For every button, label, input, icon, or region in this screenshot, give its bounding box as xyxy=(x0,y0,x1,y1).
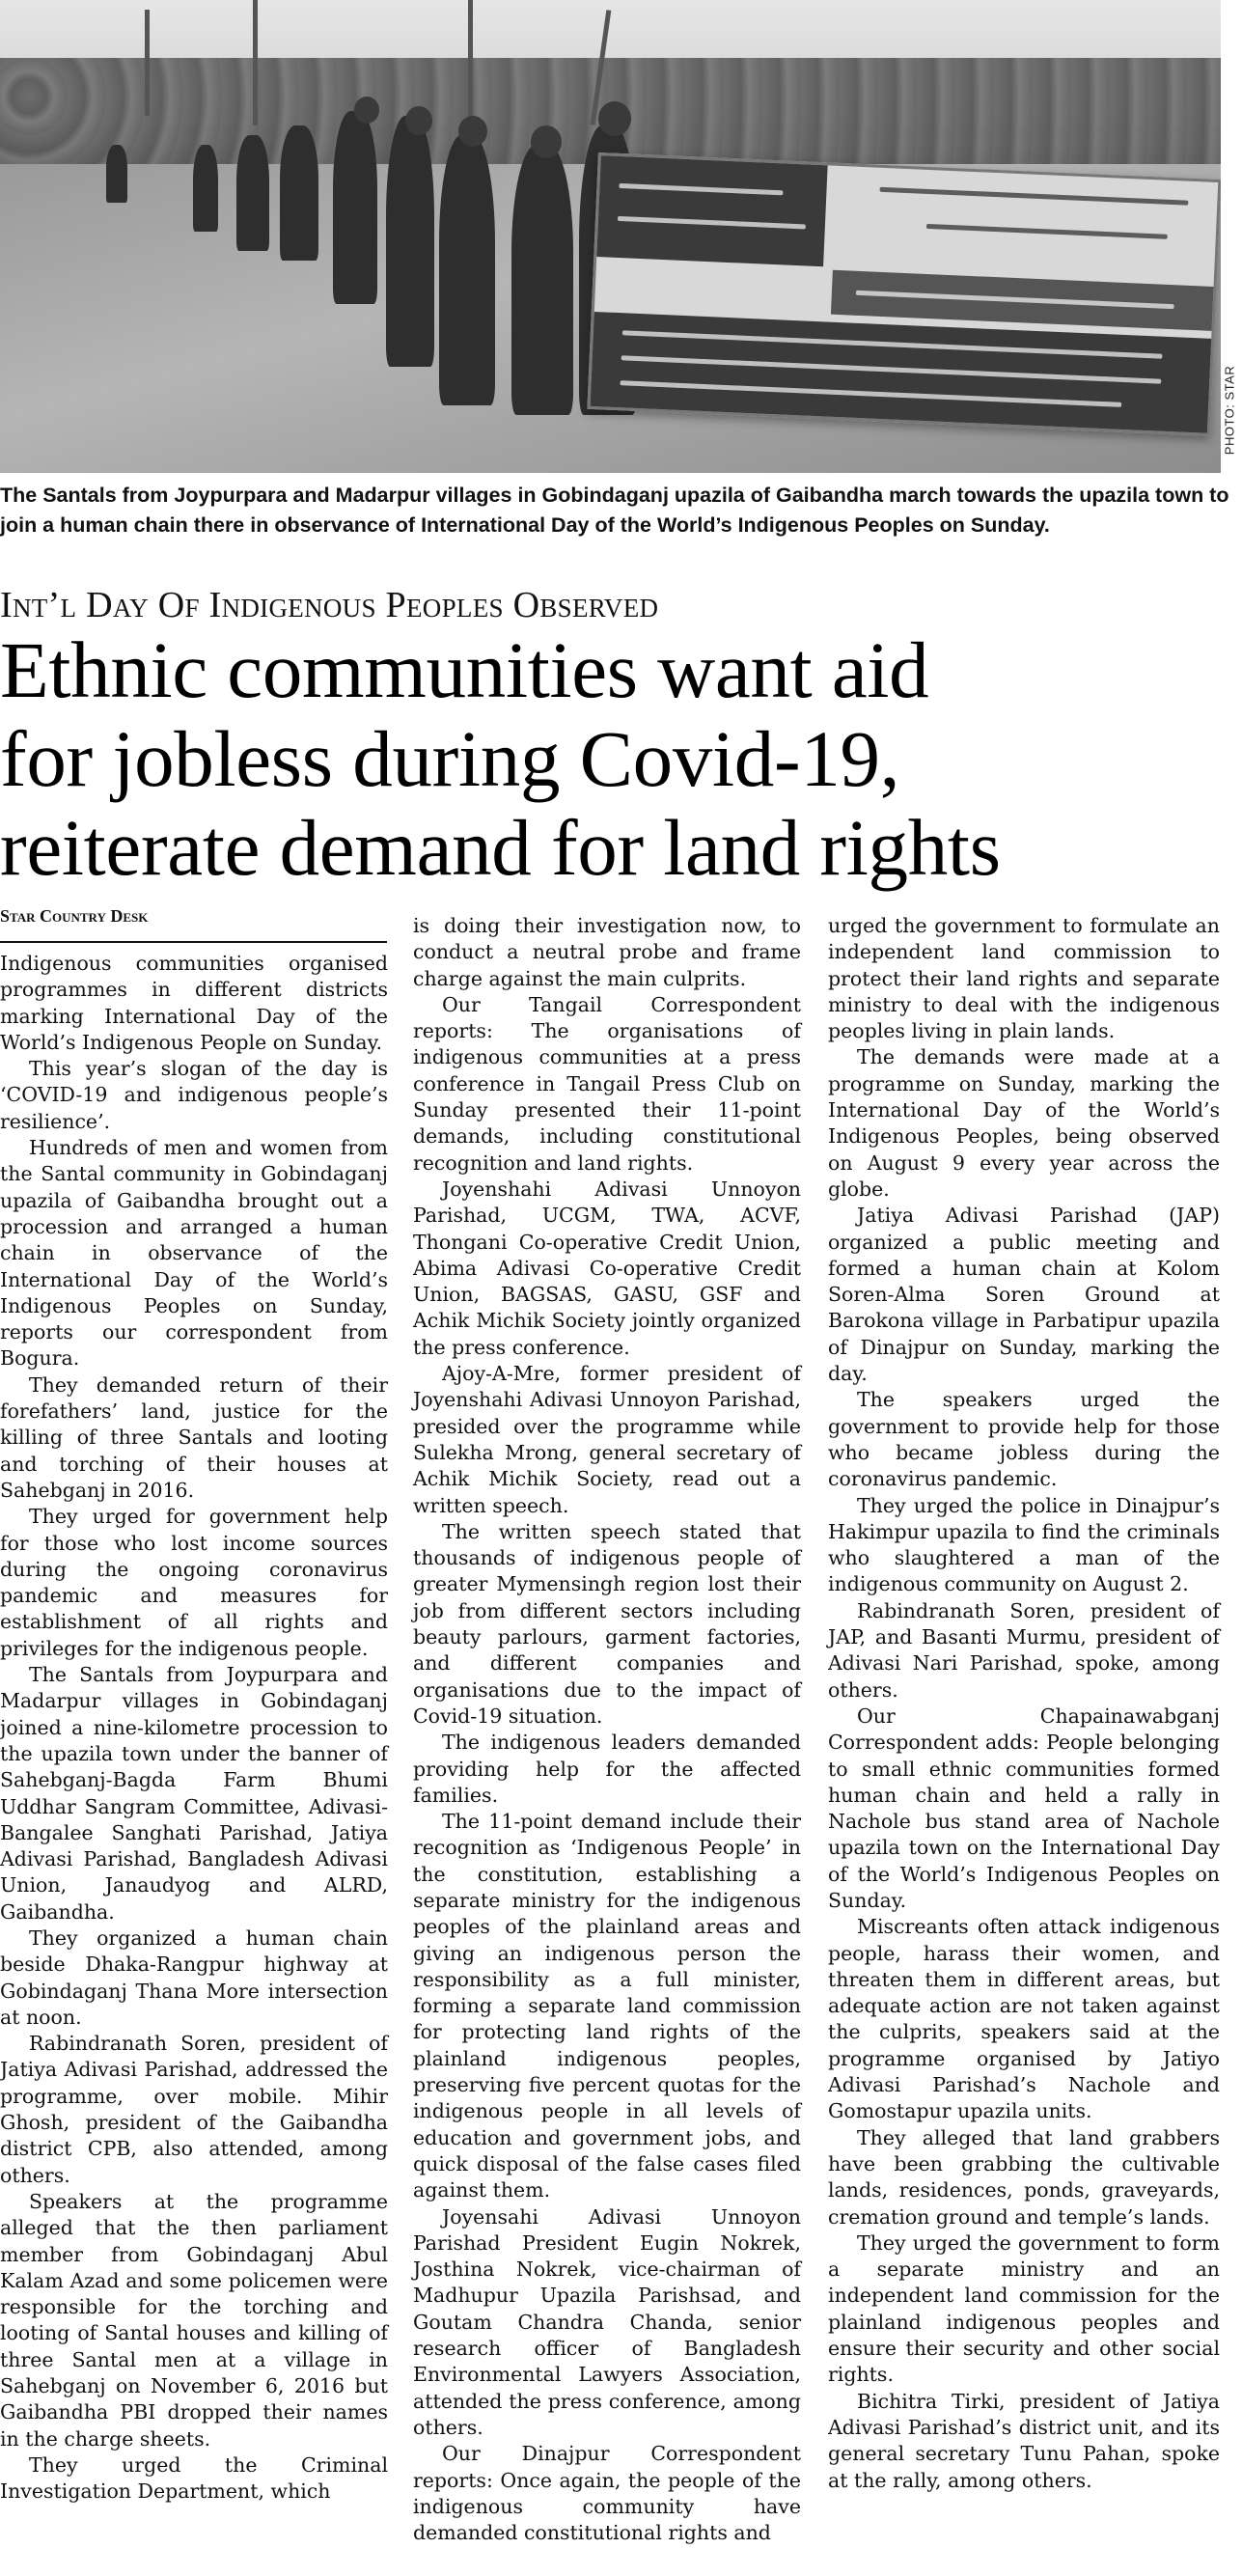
photo-marcher xyxy=(439,135,495,405)
article-column-1 xyxy=(0,951,388,2506)
article-paragraph: Our Tangail Correspondent reports: The organisations of indigenous communities at a press conference in Tangail Press Club on Sunday presented their 11-point demands, including constitutional recognition and land rights. xyxy=(413,992,801,1175)
article-paragraph: They demanded return of their forefathers’ land, justice for the killing of three Santals and looting and torching of their houses at Sahebganj in 2016. xyxy=(0,1372,388,1502)
article-paragraph: Rabindranath Soren, president of Jatiya Adivasi Parishad, addressed the programme, over mobile. Mihir Ghosh, president of the Gaibandha district CPB, also attended, among others. xyxy=(0,2032,388,2187)
photo-credit-text: PHOTO: STAR xyxy=(1222,365,1237,456)
article-paragraph: The written speech stated that thousands of indigenous people of greater Mymensingh region lost their job from different sectors including beauty parlours, garment factories, and different companies and organisations due to the impact of Covid-19 situation. xyxy=(413,1519,801,1728)
article-column-3 xyxy=(828,913,1220,2494)
article-paragraph: The 11-point demand include their recognition as ‘Indigenous People’ in the constitution, establishing a separate ministry for the indigenous peoples of the plainland areas and giving an indigenous person the responsibility as a full minister, forming a separate land commission for protecting land rights of the plainland indigenous peoples, preserving five percent quotas for the indigenous people in all levels of education and government jobs, and quick disposal of the false cases filed against them. xyxy=(413,1810,801,2202)
headline-line: reiterate demand for land rights xyxy=(0,803,1001,892)
headline-line: Ethnic communities want aid xyxy=(0,625,929,714)
photo-marcher-head xyxy=(598,101,631,136)
article-paragraph: The Santals from Joypurpara and Madarpur villages in Gobindaganj joined a nine-kilometre procession to the upazila town under the banner of Sahebganj-Bagda Farm Bhumi Uddhar Sangram Committee, Adivasi-Bangalee Sanghati Parishad, Jatiya Adivasi Parishad, Bangladesh Adivasi Union, Janaudyog and ALRD, Gaibandha. xyxy=(0,1663,388,1924)
photo-marcher xyxy=(280,125,318,261)
banner-text-stroke xyxy=(879,187,1188,206)
article-paragraph: Bichitra Tirki, president of Jatiya Adivasi Parishad’s district unit, and its general secretary Tunu Pahan, spoke at the rally, among others. xyxy=(828,2389,1220,2492)
article-paragraph: Rabindranath Soren, president of JAP, and Basanti Murmu, president of Adivasi Nari Parishad, spoke, among others. xyxy=(828,1598,1220,1702)
article-paragraph: Speakers at the programme alleged that the then parliament member from Gobindaganj Abul Kalam Azad and some policemen were responsible for the torching and looting of Santal houses and killing of three Santal men at a village in Sahebganj on November 6, 2016 but Gaibandha PBI dropped their names in the charge sheets. xyxy=(0,2189,388,2451)
headline-kicker: Int’l Day Of Indigenous Peoples Observed xyxy=(0,585,659,625)
article-paragraph: Hundreds of men and women from the Santal community in Gobindaganj upazila of Gaibandha brought out a procession and arranged a human chain in observance of the International Day of the World’s Indigenous Peoples on Sunday, reports our correspondent from Bogura. xyxy=(0,1136,388,1371)
photo-marcher xyxy=(106,145,127,203)
article-paragraph: They alleged that land grabbers have been grabbing the cultivable lands, residences, ponds, graveyards, cremation ground and temple’s lands. xyxy=(828,2125,1220,2229)
article-paragraph: The indigenous leaders demanded providing help for the affected families. xyxy=(413,1731,801,1807)
photo-marcher-head xyxy=(458,116,487,147)
article-paragraph: Our Dinajpur Correspondent reports: Once again, the people of the indigenous community have demanded constitutional rights and xyxy=(413,2442,801,2545)
photo-marcher xyxy=(193,145,218,232)
photo-marcher-head xyxy=(354,97,379,124)
photo-marcher xyxy=(333,111,377,304)
article-paragraph: They urged for government help for those who lost income sources during the ongoing coronavirus pandemic and measures for establishment of all rights and privileges for the indigenous people. xyxy=(0,1505,388,1660)
headline xyxy=(0,625,1242,892)
byline-rule xyxy=(0,941,387,943)
article-paragraph: This year’s slogan of the day is ‘COVID-19 and indigenous people’s resilience’. xyxy=(0,1057,388,1133)
article-paragraph: Jatiya Adivasi Parishad (JAP) organized a public meeting and formed a human chain at Kolom Soren-Alma Soren Ground at Barokona village in Parbatipur upazila of Dinajpur on Sunday, marking the day. xyxy=(828,1204,1220,1386)
article-paragraph: Miscreants often attack indigenous people, harass their women, and threaten them in different areas, but adequate action are not taken against the culprits, speakers said at the programme organised by Jatiyo Adivasi Parishad’s Nachole and Gomostapur upazila units. xyxy=(828,1915,1220,2123)
article-paragraph: They organized a human chain beside Dhaka-Rangpur highway at Gobindaganj Thana More intersection at noon. xyxy=(0,1925,388,2029)
photo-marcher xyxy=(386,116,434,367)
photo-credit xyxy=(1222,347,1237,473)
banner-panel xyxy=(596,155,827,266)
article-paragraph: is doing their investigation now, to conduct a neutral probe and frame charge against the main culprits. xyxy=(413,914,801,990)
article-paragraph: Our Chapainawabganj Correspondent adds: People belonging to small ethnic communities formed human chain and held a rally in Nachole bus stand area of Nachole upazila town on the International Day of the World’s Indigenous Peoples on Sunday. xyxy=(828,1703,1220,1912)
article-paragraph: Joyenshahi Adivasi Unnoyon Parishad, UCGM, TWA, ACVF, Thongani Co-operative Credit Union, Abima Adivasi Co-operative Credit Union, BAGSAS, GASU, GSF and Achik Michik Society jointly organized the press conference. xyxy=(413,1177,801,1359)
protest-banner xyxy=(587,152,1221,436)
headline-line: for jobless during Covid-19, xyxy=(0,714,900,803)
article-paragraph: urged the government to formulate an independent land commission to protect their land rights and separate ministry to deal with the indigenous peoples living in plain lands. xyxy=(828,914,1220,1043)
article-paragraph: Joyensahi Adivasi Unnoyon Parishad President Eugin Nokrek, Josthina Nokrek, vice-chairman of Madhupur Upazila Parishsad, and Goutam Chandra Chanda, senior research officer of Bangladesh Environmental Lawyers Association, attended the press conference, among others. xyxy=(413,2204,801,2439)
photo-caption: The Santals from Joypurpara and Madarpur villages in Gobindaganj upazila of Gaibandha march towards the upazila town to join a human chain there in observance of International Day of the World’s Indigenous Peoples on Sunday. xyxy=(0,484,1229,537)
photo-pole xyxy=(253,0,258,125)
article-paragraph: They urged the Criminal Investigation Department, which xyxy=(0,2452,388,2504)
article-paragraph: Indigenous communities organised programmes in different districts marking International Day of the World’s Indigenous People on Sunday. xyxy=(0,952,388,1054)
article-paragraph: They urged the government to form a separate ministry and an independent land commission for the plainland indigenous peoples and ensure their security and other social rights. xyxy=(828,2230,1220,2387)
photo-pole xyxy=(145,10,150,116)
article-paragraph: The demands were made at a programme on Sunday, marking the International Day of the World’s Indigenous Peoples, being observed on August 9 every year across the globe. xyxy=(828,1045,1220,1201)
article-paragraph: They urged the police in Dinajpur’s Hakimpur upazila to find the criminals who slaughtered a man of the indigenous community on August 2. xyxy=(828,1493,1220,1596)
article-paragraph: The speakers urged the government to provide help for those who became jobless during the coronavirus pandemic. xyxy=(828,1388,1220,1491)
photo-marcher xyxy=(236,135,269,251)
photo-marcher xyxy=(511,145,573,415)
article-paragraph: Ajoy-A-Mre, former president of Joyenshahi Adivasi Unnoyon Parishad, presided over the programme while Sulekha Mrong, general secretary of Achik Michik Society, read out a written speech. xyxy=(413,1362,801,1517)
article-column-2 xyxy=(413,913,801,2546)
photo-marcher-head xyxy=(405,106,432,135)
byline: Star Country Desk xyxy=(0,906,149,926)
photo-marcher-head xyxy=(531,125,562,158)
news-photo xyxy=(0,0,1221,473)
banner-text-stroke xyxy=(926,224,1168,239)
